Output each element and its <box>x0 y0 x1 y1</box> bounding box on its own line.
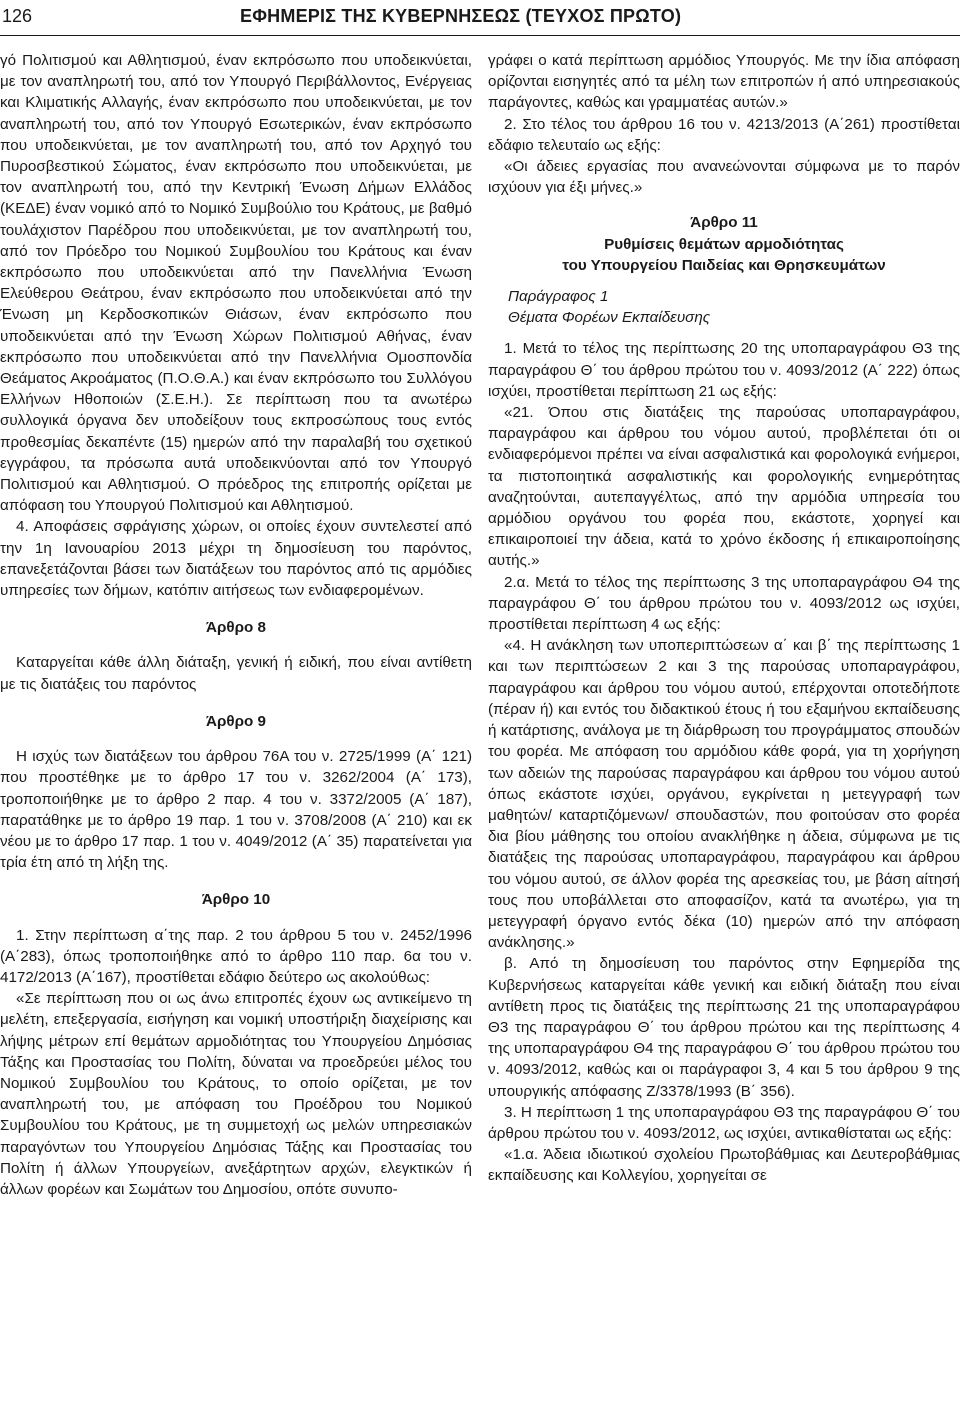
running-title: ΕΦΗΜΕΡΙΣ ΤΗΣ ΚΥΒΕΡΝΗΣΕΩΣ (ΤΕΥΧΟΣ ΠΡΩΤΟ) <box>240 6 682 26</box>
article-11-heading: Άρθρο 11 <box>690 214 758 232</box>
paragraph: 2. Στο τέλος του άρθρου 16 του ν. 4213/2013 (Α΄261) προστίθεται εδάφιο τελευταίο ως εξής: <box>488 115 960 154</box>
paragraph: 2.α. Μετά το τέλος της περίπτωσης 3 της υποπαραγράφου Θ4 της παραγράφου Θ΄ του άρθρου πρώτου του ν. 4093/2012 ως ισχύει, προστίθεται περίπτωση 4 ως εξής: <box>488 573 960 634</box>
paragraph: β. Από τη δημοσίευση του παρόντος στην Εφημερίδα της Κυβερνήσεως καταργείται κάθε γενική και ειδική διάταξη που είναι αντίθετη προς τις διατάξεις της περίπτωσης 21 της υποπαραγράφου Θ3 της παραγράφου Θ΄ του άρθρου πρώτου και της περίπτωσης 4 της υποπαραγράφου Θ4 της παραγράφου Θ΄ του άρθρου πρώτου του ν. 4093/2012, καθώς και οι παράγραφοι 3, 4 και 5 του άρθρου 9 της υπουργικής απόφασης Ζ/3378/1993 (Β΄ 356). <box>488 955 960 1100</box>
right-column <box>488 50 960 1187</box>
article-9-heading: Άρθρο 9 <box>206 712 266 730</box>
page-number: 126 <box>2 6 33 26</box>
spacer <box>488 328 960 338</box>
article-8-heading: Άρθρο 8 <box>206 619 266 637</box>
paragraph: 3. Η περίπτωση 1 της υποπαραγράφου Θ3 της παραγράφου Θ΄ του άρθρου πρώτου του ν. 4093/2012, ως ισχύει, αντικαθίσταται ως εξής: <box>488 1103 960 1142</box>
article-10-heading: Άρθρο 10 <box>201 891 271 909</box>
paragraph: 1. Στην περίπτωση α΄της παρ. 2 του άρθρου 5 του ν. 2452/1996 (Α΄283), όπως τροποποιήθηκε από το άρθρο 110 παρ. 6α του ν. 4172/2013 (Α΄167), προστίθεται εδάφιο δεύτερο ως ακολούθως: <box>0 926 472 986</box>
paragraph: 4. Αποφάσεις σφράγισης χώρων, οι οποίες έχουν συντελεστεί από την 1η Ιανουαρίου 2013 μέχρι τη δημοσίευση του παρόντος, επανεξετάζονται βάσει των διατάξεων του παρόντος από τις αρμόδιες υπηρεσίες των δήμων, κατόπιν αιτήσεως των ενδιαφερομένων. <box>0 518 472 600</box>
paragraph: 1. Μετά το τέλος της περίπτωσης 20 της υποπαραγράφου Θ3 της παραγράφου Θ΄ του άρθρου πρώτου του ν. 4093/2012 (Α΄ 222) όπως ισχύει, προστίθεται περίπτωση 21 ως εξής: <box>488 340 960 400</box>
paragraph: γό Πολιτισμού και Αθλητισμού, έναν εκπρόσωπο που υποδεικνύεται, με τον αναπληρωτή του, από τον Υπουργό Περιβάλλοντος, Ενέργειας και Κλιματικής Αλλαγής, έναν εκπρόσωπο που υποδεικνύεται, με τον αναπληρωτή του, από τον Υπουργό Εσωτερικών, έναν εκπρόσωπο που υποδεικνύεται, με τον αναπληρωτή του, από τον Αρχηγό του Πυροσβεστικού Σώματος, έναν εκπρόσωπο που υποδεικνύεται, με τον αναπληρωτή του, από την Κεντρική Ένωση Δήμων Ελλάδος (ΚΕΔΕ) έναν νομικό από το Νομικό Συμβούλιο του Κράτους, με βαθμό τουλάχιστον Παρέδρου που υποδεικνύεται, με τον αναπληρωτή του, από τον Πρόεδρο του Νομικού Συμβουλίου του Κράτους και έναν εκπρόσωπο που υποδεικνύεται από την Πανελλήνια Ένωση Ελεύθερου Θεάτρου, έναν εκπρόσωπο που υποδεικνύεται από την Ένωση μη Κερδοσκοπικών Θιάσων, έναν εκπρόσωπο που υποδεικνύεται από την Ένωση Χώρων Πολιτισμού Αθήνας, έναν εκπρόσωπο που υποδεικνύεται από την Πανελλήνια Ομοσπονδία Θεάματος Ακροάματος (Π.Ο.Θ.Α.) και έναν εκπρόσωπο του Συλλόγου Ελλήνων Ηθοποιών (Σ.Ε.Η.). Σε περίπτωση που τα ανωτέρω συλλογικά όργανα δεν υποδείξουν τους εκπροσώπους τους εντός προθεσμίας δεκαπέντε (15) ημερών από την παραλαβή του σχετικού εγγράφου, τα πρόσωπα αυτά υποδεικνύονται από τον Υπουργό Πολιτισμού και Αθλητισμού. Ο πρόεδρος της επιτροπής ορίζεται με απόφαση του Υπουργού Πολιτισμού και Αθλητισμού. <box>0 52 472 515</box>
paragraph: Η ισχύς των διατάξεων του άρθρου 76Α του ν. 2725/1999 (Α΄ 121) που προστέθηκε με το άρθρο 17 του ν. 3262/2004 (Α΄ 173), τροποποιήθηκε με το άρθρο 2 παρ. 4 του ν. 3372/2005 (Α΄ 187), παρατάθηκε με το άρθρο 19 παρ. 1 του ν. 3708/2008 (Α΄ 210) και εκ νέου με το άρθρο 17 παρ. 1 του ν. 4049/2012 (Α΄ 35) παρατείνεται για τρία έτη από τη λήξη της. <box>0 748 472 872</box>
paragraph: «Σε περίπτωση που οι ως άνω επιτροπές έχουν ως αντικείμενο τη μελέτη, επεξεργασία, εισήγηση και νομική υποστήριξη διαχείρισης και λήψης μέτρων επί θεμάτων αρμοδιότητας του Υπουργείου Δημόσιας Τάξης και Προστασίας του Πολίτη, δύναται να προεδρεύει μέλος του Νομικού Συμβουλίου του Κράτους, το οποίο ορίζεται, με τον αναπληρωτή του, με απόφαση του Προέδρου του Νομικού Συμβουλίου του Κράτους, με τη συμμετοχή ως μελών υπηρεσιακών παραγόντων του Υπουργείου Δημόσιας Τάξης και Προστασίας του Πολίτη ή άλλων Υπουργείων, ανεξάρτητων αρχών, ελεγκτικών ή άλλων φορέων και Σωμάτων του Δημοσίου, οπότε συνυπο- <box>0 990 472 1198</box>
article-11-subtitle: Ρυθμίσεις θεμάτων αρμοδιότητας <box>604 235 844 253</box>
article-11-subtitle: του Υπουργείου Παιδείας και Θρησκευμάτων <box>562 256 886 274</box>
page-header <box>0 0 960 38</box>
header-rule <box>0 35 960 36</box>
paragraph: «Οι άδειες εργασίας που ανανεώνονται σύμφωνα με το παρόν ισχύουν για έξι μήνες.» <box>488 158 960 197</box>
paragraph-topic: Θέματα Φορέων Εκπαίδευσης <box>508 309 711 327</box>
paragraph: «1.α. Άδεια ιδιωτικού σχολείου Πρωτοβάθμιας και Δευτεροβάθμιας εκπαίδευσης και Κολλεγίου, χορηγείται σε <box>488 1146 960 1185</box>
left-column <box>0 50 472 1200</box>
spacer <box>488 276 960 286</box>
paragraph: γράφει ο κατά περίπτωση αρμόδιος Υπουργός. Με την ίδια απόφαση ορίζονται εισηγητές από τα μέλη των επιτροπών ή από υπηρεσιακούς παράγοντες, καθώς και γραμματέας αυτών.» <box>488 52 960 112</box>
paragraph: «21. Όπου στις διατάξεις της παρούσας υποπαραγράφου, παραγράφου και άρθρου του νόμου αυτού, προβλέπεται ότι οι ενδιαφερόμενοι πρέπει να είναι ασφαλιστικά και φορολογικά ενήμεροι, τα πιστοποιητικά ασφαλιστικής και φορολογικής ενημερότητας αναζητούνται, αυτεπαγγέλτως, από την αρμόδια υπηρεσία του αρμόδιου οργάνου του φορέα που, εκάστοτε, χορηγεί και επικαιροποιεί την άδεια, κατά το χρόνο έκδοσης ή επικαιροποίησης αυτής.» <box>488 404 960 570</box>
paragraph: Καταργείται κάθε άλλη διάταξη, γενική ή ειδική, που είναι αντίθετη με τις διατάξεις του παρόντος <box>0 654 472 693</box>
paragraph-label: Παράγραφος 1 <box>508 288 609 306</box>
spacer <box>488 198 960 212</box>
paragraph: «4. Η ανάκληση των υποπεριπτώσεων α΄ και β΄ της περίπτωσης 1 και των περιπτώσεων 2 και 3 της παρούσας υποπαραγράφου, παραγράφου και άρθρου του νόμου αυτού, επέρχονται οποτεδήποτε (πέραν ή) και εντός του διδακτικού έτους ή του εξαμήνου εκπαίδευσης ή κατάρτισης, ανάλογα με τη διάρθρωση του προγράμματος σπουδών του φορέα. Με απόφαση του αρμόδιου κάθε φορά, για τη χορήγηση των αδειών της παρούσας παραγράφου και άρθρου του νόμου αυτού όπως εκάστοτε ισχύει, οργάνου, εγκρίνεται η μετεγγραφή των μαθητών/ καταρτιζόμενων/ σπουδαστών, που φοιτούσαν στο φορέα δια βίου μάθησης του οποίου ανακλήθηκε η άδεια, σύμφωνα με τις διατάξεις της παρούσας υποπαραγράφου, παραγράφου και άρθρου του νόμου αυτού, σε άλλον φορέα της αρεσκείας του, με βάση αίτησή τους που υποβάλλεται στο αποφασίζον, κατά τα ανωτέρω, για τη μετεγγραφή όργανο εντός δέκα (10) ημερών από την απόφαση ανάκλησης.» <box>488 637 960 952</box>
